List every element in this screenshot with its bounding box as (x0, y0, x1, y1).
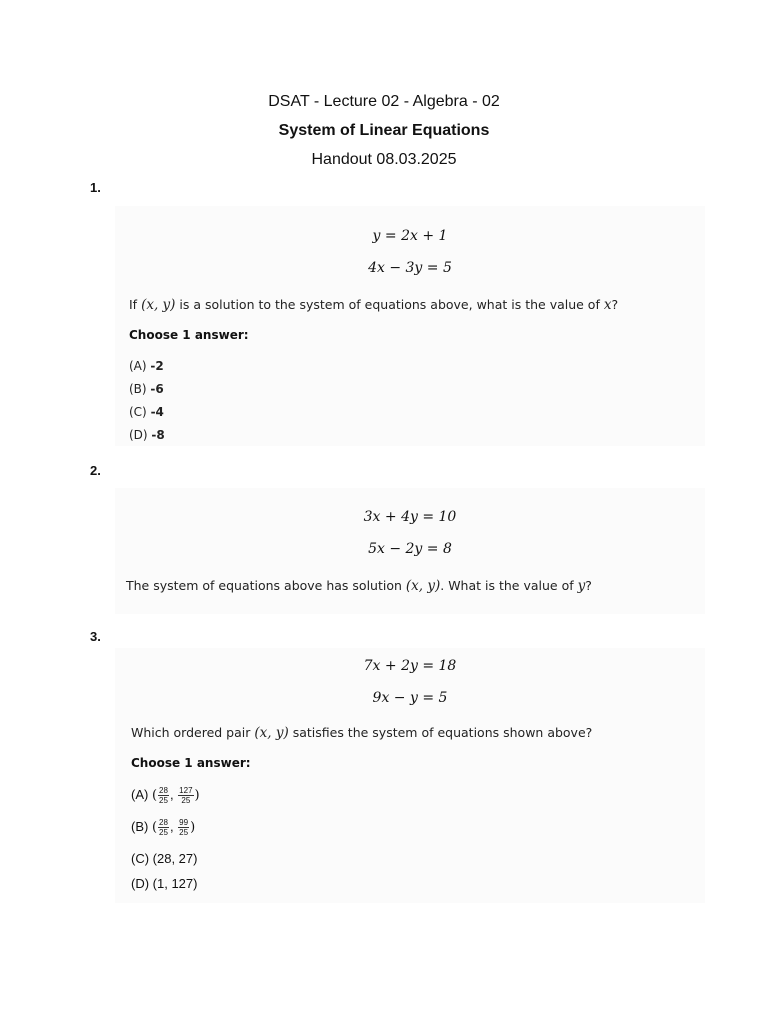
question-3-panel (115, 648, 705, 903)
question-3-option-c[interactable]: (C) (28, 27) (131, 851, 198, 866)
question-3-equation-2: 9x − y = 5 (372, 690, 448, 706)
question-1-number: 1. (90, 180, 101, 195)
question-2-equation-1: 3x + 4y = 10 (363, 509, 457, 525)
question-1-option-c[interactable]: (C) -4 (129, 405, 164, 419)
fraction-28-25: $\frac{28}{25}$ (159, 818, 168, 837)
question-3-option-d[interactable]: (D) (1, 127) (131, 876, 198, 891)
question-1-equation-1: y = 2x + 1 (372, 228, 448, 244)
question-1-choose-label: Choose 1 answer: (129, 328, 249, 342)
fraction-99-25: $\frac{99}{25}$ (179, 818, 189, 837)
handout-date: Handout 08.03.2025 (311, 151, 457, 168)
question-1-prompt: If (x, y) is a solution to the system of equations above, what is the value of x? (129, 297, 619, 313)
question-2-number: 2. (90, 463, 101, 478)
question-3-prompt: Which ordered pair (x, y) satisfies the system of equations shown above? (131, 725, 593, 741)
handout-subtitle: System of Linear Equations (278, 122, 490, 139)
question-1-option-d[interactable]: (D) -8 (129, 428, 165, 442)
question-1-option-a[interactable]: (A) -2 (129, 359, 164, 373)
question-1-option-b[interactable]: (B) -6 (129, 382, 164, 396)
fraction-127-25: $\frac{127}{25}$ (179, 786, 193, 805)
question-1-equation-2: 4x − 3y = 5 (368, 260, 452, 276)
question-3-choose-label: Choose 1 answer: (131, 756, 251, 770)
fraction-28-25: $\frac{28}{25}$ (159, 786, 168, 805)
question-3-option-a[interactable]: (A) ( $\frac{28}{25}$ , $\frac{127}{25}$ ) (131, 786, 200, 805)
question-3-option-b[interactable]: (B) ( $\frac{28}{25}$ , $\frac{99}{25}$ ) (131, 818, 196, 837)
question-1-panel (115, 206, 705, 446)
question-3-number: 3. (90, 629, 101, 644)
question-2-prompt: The system of equations above has solution (x, y). What is the value of y? (126, 578, 592, 594)
question-2-equation-2: 5x − 2y = 8 (368, 541, 452, 557)
question-3-equation-1: 7x + 2y = 18 (363, 658, 457, 674)
question-2-panel (115, 488, 705, 614)
handout-title: DSAT - Lecture 02 - Algebra - 02 (268, 93, 500, 110)
